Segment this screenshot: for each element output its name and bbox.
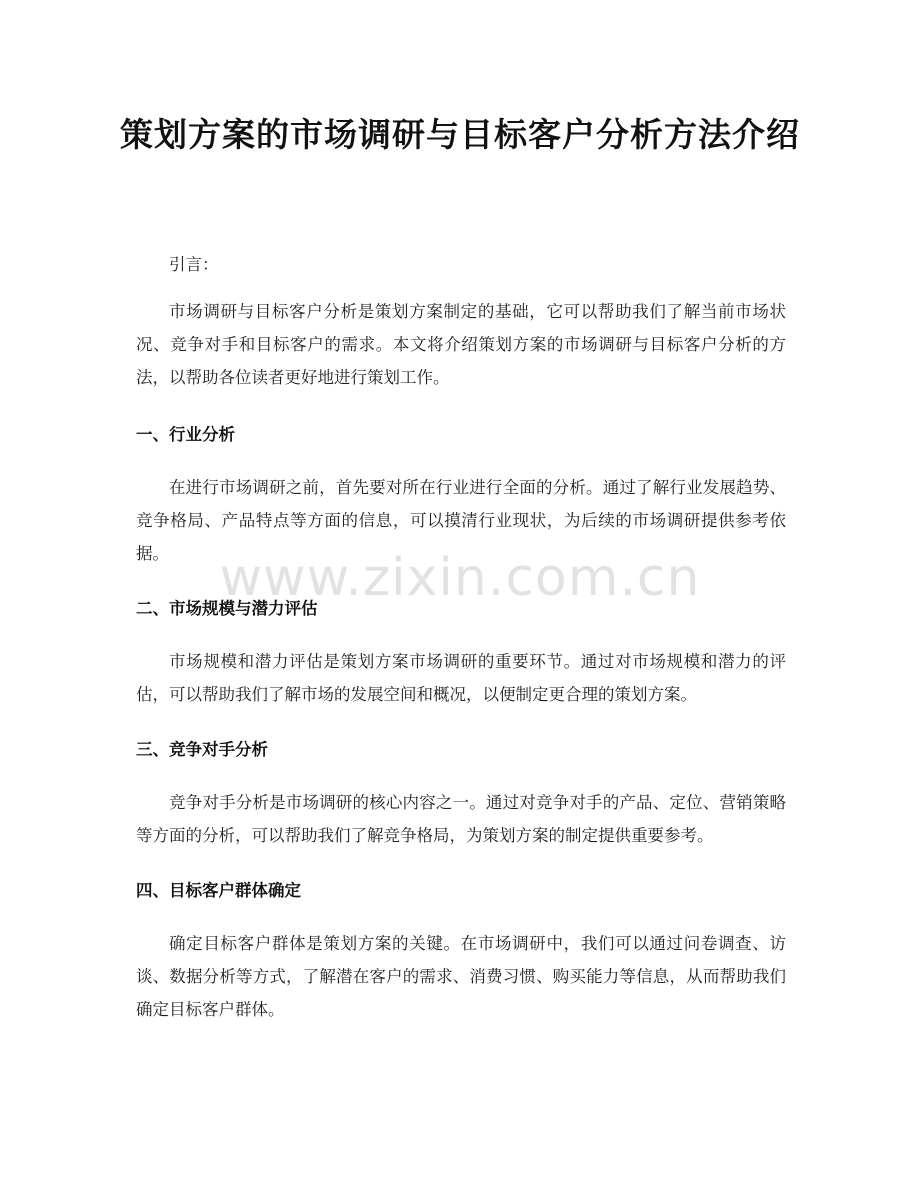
document-body [136,248,786,1048]
section-paragraph: 在进行市场调研之前，首先要对所在行业进行全面的分析。通过了解行业发展趋势、竞争格局、产品特点等方面的信息，可以摸清行业现状，为后续的市场调研提供参考依据。 [136,478,786,563]
intro-label: 引言： [169,255,219,274]
document-title: 策划方案的市场调研与目标客户分析方法介绍 [120,115,800,154]
section-heading: 四、目标客户群体确定 [136,881,301,900]
section-paragraph: 竞争对手分析是市场调研的核心内容之一。通过对竞争对手的产品、定位、营销策略等方面的分析，可以帮助我们了解竞争格局，为策划方案的制定提供重要参考。 [136,793,786,845]
section-heading: 一、行业分析 [136,425,235,444]
section-industry-analysis [136,418,786,570]
section-paragraph: 确定目标客户群体是策划方案的关键。在市场调研中，我们可以通过问卷调查、访谈、数据分析等方式，了解潜在客户的需求、消费习惯、购买能力等信息，从而帮助我们确定目标客户群体。 [136,934,786,1019]
section-target-customers [136,874,786,1026]
section-heading: 二、市场规模与潜力评估 [136,599,318,618]
section-paragraph: 市场规模和潜力评估是策划方案市场调研的重要环节。通过对市场规模和潜力的评估，可以帮助我们了解市场的发展空间和概况，以便制定更合理的策划方案。 [136,652,786,704]
intro-paragraph: 市场调研与目标客户分析是策划方案制定的基础，它可以帮助我们了解当前市场状况、竞争对手和目标客户的需求。本文将介绍策划方案的市场调研与目标客户分析的方法，以帮助各位读者更好地进行策划工作。 [136,302,786,387]
section-heading: 三、竞争对手分析 [136,740,268,759]
section-market-size [136,592,786,711]
section-competitor-analysis [136,733,786,852]
watermark: www.zixin.com.cn [219,548,701,608]
